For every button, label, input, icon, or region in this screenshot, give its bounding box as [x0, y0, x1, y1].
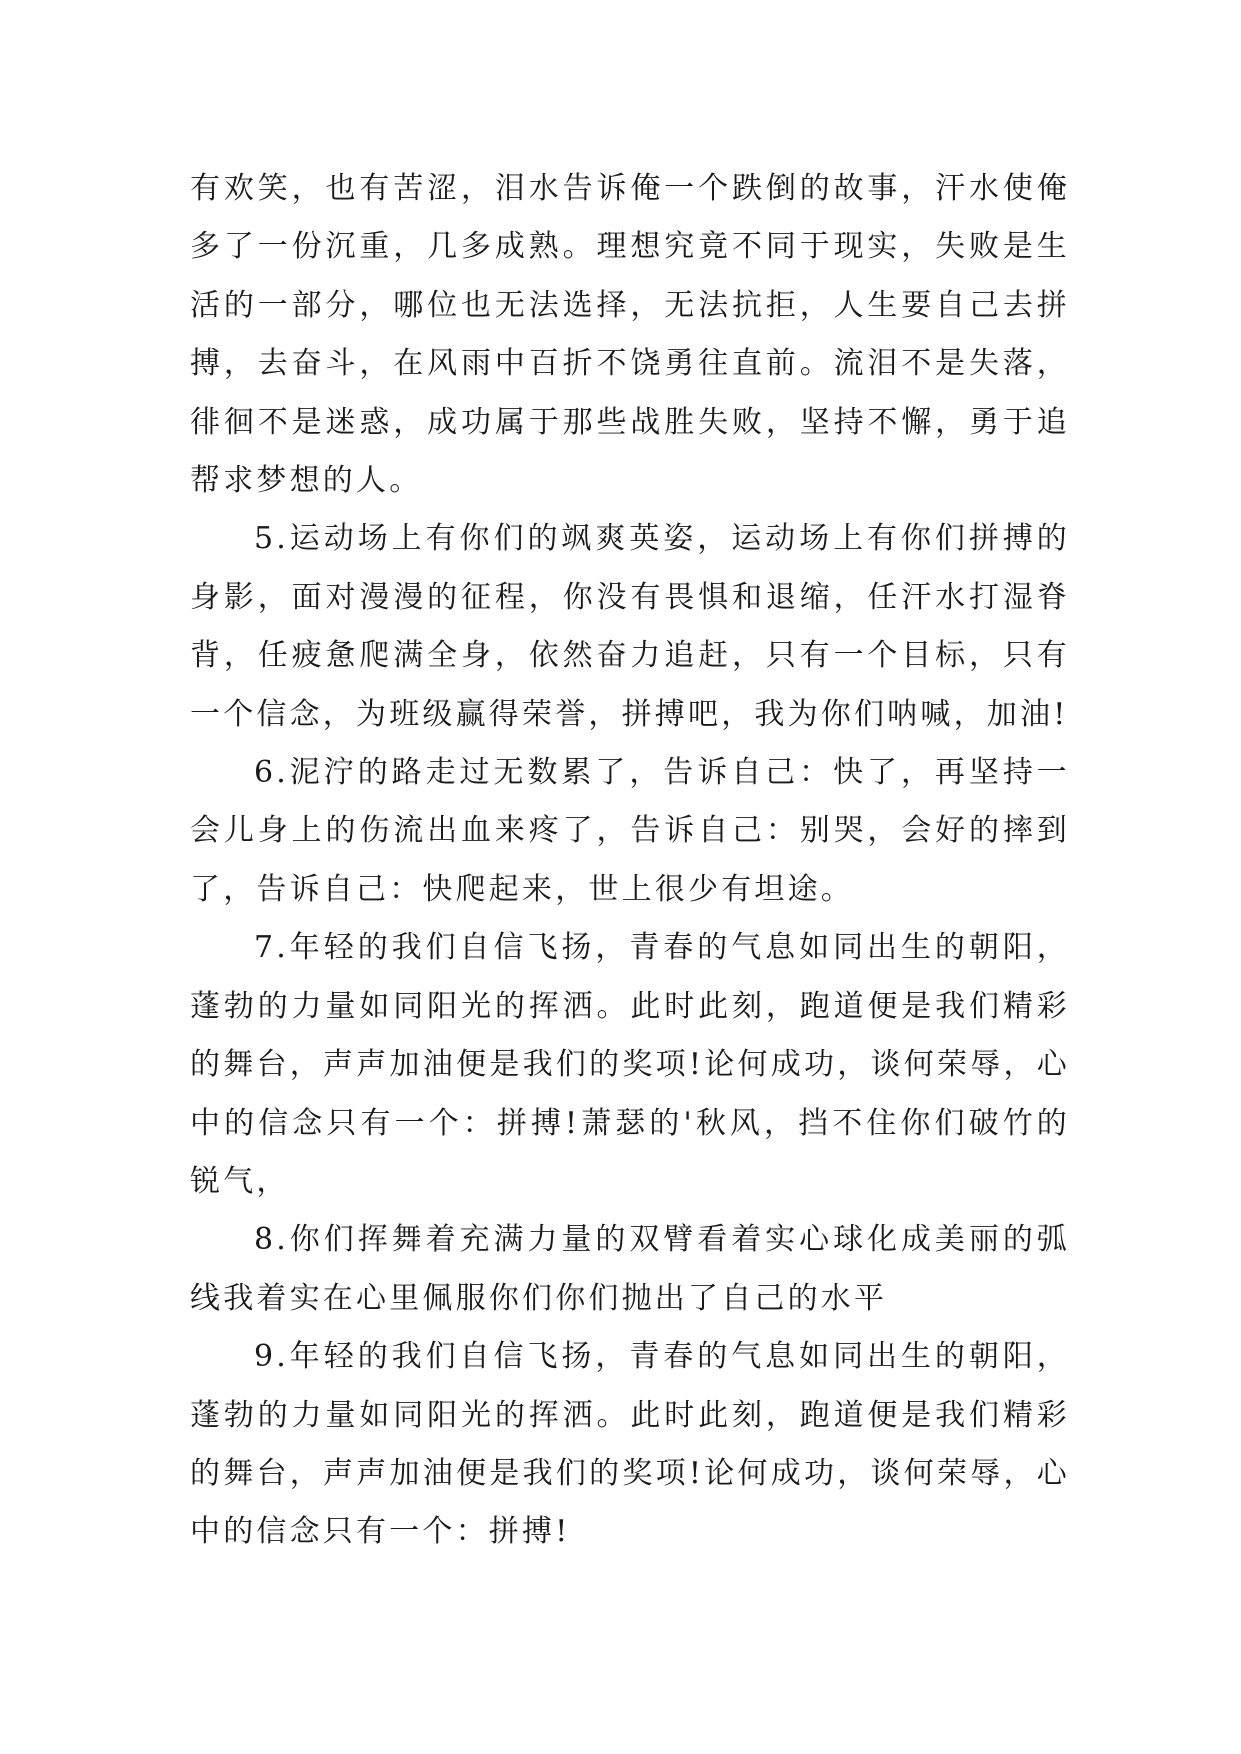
document-body	[190, 160, 1070, 1562]
paragraph-item-7: 7.年轻的我们自信飞扬，青春的气息如同出生的朝阳，蓬勃的力量如同阳光的挥洒。此时此刻，跑道便是我们精彩的舞台，声声加油便是我们的奖项!论何成功，谈何荣辱，心中的信念只有一个：拼搏!萧瑟的'秋风，挡不住你们破竹的锐气，	[190, 930, 1070, 1199]
paragraph-item-5: 5.运动场上有你们的飒爽英姿，运动场上有你们拼搏的身影，面对漫漫的征程，你没有畏惧和退缩，任汗水打湿脊背，任疲惫爬满全身，依然奋力追赶，只有一个目标，只有一个信念，为班级赢得荣誉，拼搏吧，我为你们呐喊，加油!	[190, 521, 1070, 732]
paragraph-item-9: 9.年轻的我们自信飞扬，青春的气息如同出生的朝阳，蓬勃的力量如同阳光的挥洒。此时此刻，跑道便是我们精彩的舞台，声声加油便是我们的奖项!论何成功，谈何荣辱，心中的信念只有一个：拼搏!	[190, 1339, 1070, 1550]
paragraph-item-8: 8.你们挥舞着充满力量的双臂看着实心球化成美丽的弧线我着实在心里佩服你们你们抛出了自己的水平	[190, 1222, 1070, 1316]
paragraph-item-6: 6.泥泞的路走过无数累了，告诉自己：快了，再坚持一会儿身上的伤流出血来疼了，告诉自己：别哭，会好的摔到了，告诉自己：快爬起来，世上很少有坦途。	[190, 755, 1070, 907]
paragraph-continuation: 有欢笑，也有苦涩，泪水告诉俺一个跌倒的故事，汗水使俺多了一份沉重，几多成熟。理想究竟不同于现实，失败是生活的一部分，哪位也无法选择，无法抗拒，人生要自己去拼搏，去奋斗，在风雨中百折不饶勇往直前。流泪不是失落，徘徊不是迷惑，成功属于那些战胜失败，坚持不懈，勇于追帮求梦想的人。	[190, 171, 1070, 499]
